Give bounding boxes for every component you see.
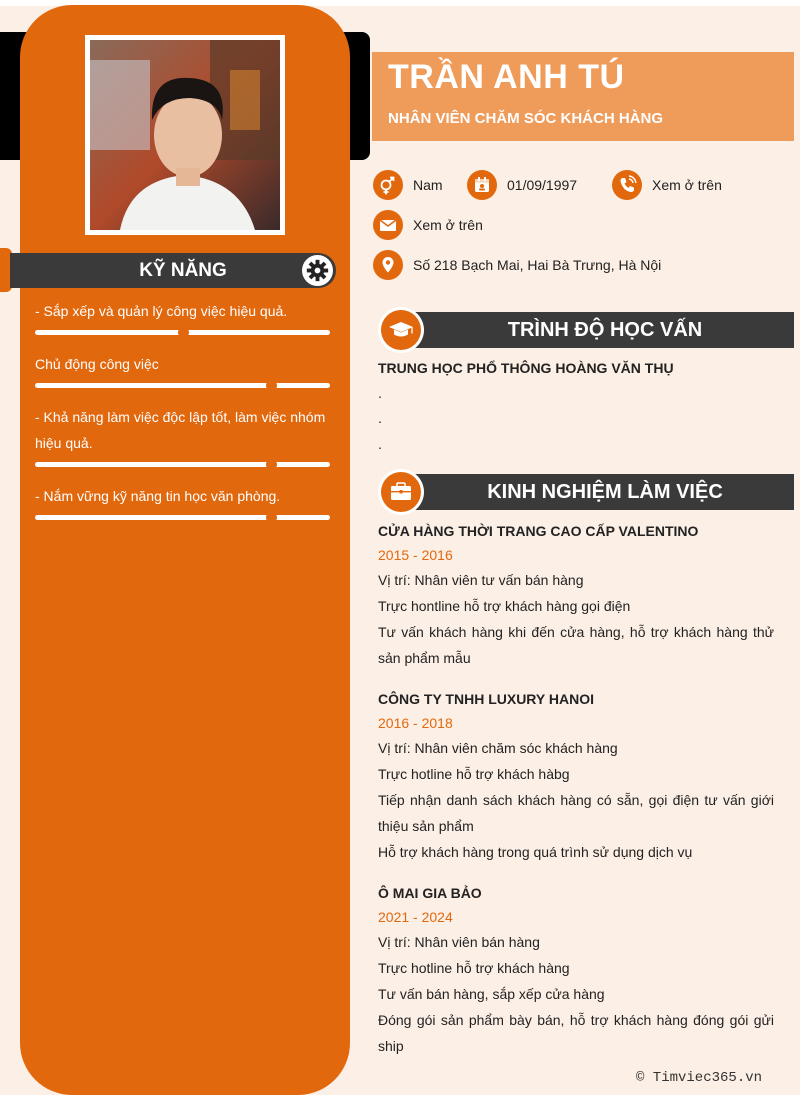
skill-bar	[35, 330, 330, 335]
skill-bar	[35, 462, 330, 467]
school-name: TRUNG HỌC PHỔ THÔNG HOÀNG VĂN THỤ	[378, 360, 674, 376]
job-duty: Trực hontline hỗ trợ khách hàng gọi điện	[378, 598, 631, 614]
calendar-icon	[467, 170, 497, 200]
job-duty: Vị trí: Nhân viên chăm sóc khách hàng	[378, 740, 618, 756]
skill-level-knob	[178, 327, 189, 338]
education-line: .	[378, 385, 382, 401]
job-duty: Trực hotline hỗ trợ khách hàng	[378, 960, 570, 976]
skill-level-knob	[266, 512, 277, 523]
gear-icon	[302, 255, 333, 286]
skill-bar	[35, 383, 330, 388]
job-period: 2015 - 2016	[378, 547, 453, 563]
job-duty: Hỗ trợ khách hàng trong quá trình sử dụng dịch vụ	[378, 844, 693, 860]
phone-value: Xem ở trên	[652, 177, 722, 193]
skill-label: Chủ động công việc	[35, 356, 159, 372]
location-icon	[373, 250, 403, 280]
job-title: NHÂN VIÊN CHĂM SÓC KHÁCH HÀNG	[388, 110, 664, 127]
education-icon-circle	[378, 307, 424, 353]
job-duty: Tiếp nhận danh sách khách hàng có sẵn, gọi điện tư vấn giới thiệu sản phẩm	[378, 792, 774, 834]
job-duty: Vị trí: Nhân viên tư vấn bán hàng	[378, 572, 584, 588]
skill-label: - Nắm vững kỹ năng tin học văn phòng.	[35, 488, 281, 504]
company-name: Ô MAI GIA BẢO	[378, 885, 482, 901]
email-value: Xem ở trên	[413, 217, 483, 233]
phone-icon	[612, 170, 642, 200]
education-title: TRÌNH ĐỘ HỌC VẤN	[507, 319, 703, 341]
job-entry	[378, 689, 774, 865]
experience-title: KINH NGHIỆM LÀM VIỆC	[487, 481, 723, 503]
footer-watermark: © Timviec365.vn	[636, 1070, 763, 1086]
job-entry	[378, 521, 774, 671]
profile-photo	[85, 35, 285, 235]
company-name: CỬA HÀNG THỜI TRANG CAO CẤP VALENTINO	[378, 523, 699, 539]
address-value: Số 218 Bạch Mai, Hai Bà Trưng, Hà Nội	[413, 257, 662, 273]
experience-icon-circle	[378, 469, 424, 515]
skill-level-knob	[266, 459, 277, 470]
briefcase-icon	[381, 472, 421, 512]
job-duty: Tư vấn khách hàng khi đến cửa hàng, hỗ trợ khách hàng thử sản phẩm mẫu	[378, 624, 774, 666]
skills-title: KỸ NĂNG	[139, 260, 227, 281]
job-duty: Trực hotline hỗ trợ khách hàbg	[378, 766, 570, 782]
skill-label: - Khả năng làm việc độc lập tốt, làm việc nhóm hiệu quả.	[35, 409, 326, 451]
gender-icon	[373, 170, 403, 200]
education-line: .	[378, 436, 382, 452]
company-name: CÔNG TY TNHH LUXURY HANOI	[378, 691, 594, 707]
avatar-illustration	[90, 40, 280, 230]
job-duty: Vị trí: Nhân viên bán hàng	[378, 934, 540, 950]
mail-icon	[373, 210, 403, 240]
skill-label: - Sắp xếp và quản lý công việc hiệu quả.	[35, 303, 288, 319]
job-entry	[378, 883, 774, 1059]
job-duty: Đóng gói sản phẩm bày bán, hỗ trợ khách hàng đóng gói gửi ship	[378, 1012, 774, 1054]
candidate-name: TRẦN ANH TÚ	[388, 58, 625, 96]
job-period: 2021 - 2024	[378, 909, 453, 925]
job-period: 2016 - 2018	[378, 715, 453, 731]
graduation-cap-icon	[381, 310, 421, 350]
job-duty: Tư vấn bán hàng, sắp xếp cửa hàng	[378, 986, 605, 1002]
birthday-value: 01/09/1997	[507, 177, 578, 193]
skill-bar	[35, 515, 330, 520]
skill-level-knob	[266, 380, 277, 391]
education-line: .	[378, 410, 382, 426]
gender-value: Nam	[413, 177, 443, 193]
